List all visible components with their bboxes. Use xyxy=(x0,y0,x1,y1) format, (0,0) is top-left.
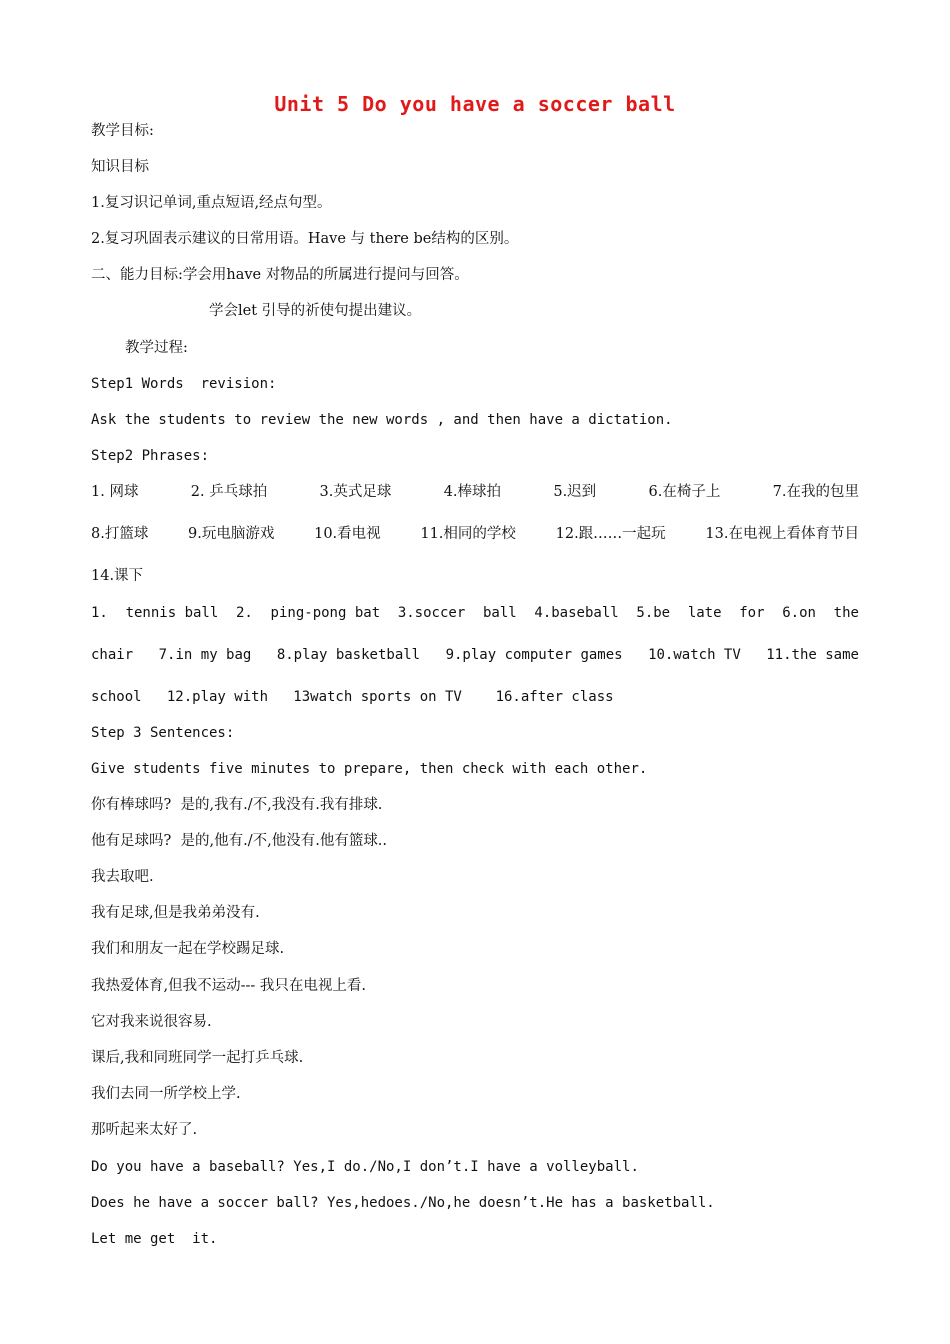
sentence-cn: 课后,我和同班同学一起打乒乓球. xyxy=(91,1050,304,1066)
phrase-cn: 4.棒球拍 xyxy=(443,484,502,500)
step3-text: Give students five minutes to prepare, then check with each other. xyxy=(91,761,648,777)
phrase-en: for xyxy=(739,605,765,621)
phrase-cn: 13.在电视上看体育节目 xyxy=(705,526,859,542)
ability-item-2: 学会let 引导的祈使句提出建议。 xyxy=(209,303,422,319)
sentence-cn: 它对我来说很容易. xyxy=(91,1014,212,1030)
phrase-en: 3.soccer xyxy=(397,605,466,621)
sentence-cn: 我们去同一所学校上学. xyxy=(91,1086,241,1102)
sentence-cn: 我们和朋友一起在学校踢足球. xyxy=(91,941,285,957)
phrase-en: 2. xyxy=(235,605,253,621)
step2-heading: Step2 Phrases: xyxy=(91,448,210,464)
sentence-en: Does he have a soccer ball? Yes,hedoes./No,he doesn’t.He has a basketball. xyxy=(91,1195,715,1211)
phrase-en: 9.play computer games xyxy=(445,647,623,663)
step3-heading: Step 3 Sentences: xyxy=(91,725,235,741)
knowledge-item-1: 1.复习识记单词,重点短语,经点句型。 xyxy=(91,195,332,211)
phrase-cn: 6.在椅子上 xyxy=(648,484,721,500)
sentence-en: Let me get it. xyxy=(91,1231,218,1247)
phrase-en: 7.in my bag xyxy=(158,647,252,663)
phrase-cn: 5.迟到 xyxy=(553,484,597,500)
phrase-en: ping-pong bat xyxy=(270,605,381,621)
phrase-cn: 12.跟……一起玩 xyxy=(555,526,666,542)
sentence-cn: 他有足球吗? 是的,他有./不,他没有.他有篮球.. xyxy=(91,833,388,849)
sentence-cn: 你有棒球吗? 是的,我有./不,我没有.我有排球. xyxy=(91,797,383,813)
knowledge-heading: 知识目标 xyxy=(91,159,149,175)
phrase-cn: 7.在我的包里 xyxy=(772,484,859,500)
objectives-heading: 教学目标: xyxy=(91,123,154,139)
process-heading: 教学过程: xyxy=(125,340,188,356)
phrase-cn: 11.相同的学校 xyxy=(420,526,516,542)
phrase-en: 1. xyxy=(91,605,108,621)
phrase-cn: 2. 乒乓球拍 xyxy=(190,484,268,500)
sentence-cn: 我热爱体育,但我不运动--- 我只在电视上看. xyxy=(91,978,367,994)
phrase-en: 4.baseball xyxy=(534,605,619,621)
phrases-en-row-1 xyxy=(91,603,859,623)
sentence-cn: 我去取吧. xyxy=(91,869,154,885)
ability-item-1: 二、能力目标:学会用have 对物品的所属进行提问与回答。 xyxy=(91,267,469,283)
sentence-en: Do you have a baseball? Yes,I do./No,I don’t.I have a volleyball. xyxy=(91,1159,639,1175)
phrases-cn-row-2 xyxy=(91,524,859,544)
page-title: Unit 5 Do you have a soccer ball xyxy=(274,92,676,116)
phrases-cn-row-1 xyxy=(91,482,859,502)
phrase-cn: 3.英式足球 xyxy=(319,484,392,500)
phrase-en: 8.play basketball xyxy=(276,647,421,663)
phrase-en: 6.on xyxy=(782,605,816,621)
phrase-en: late xyxy=(687,605,722,621)
phrase-cn: 1. 网球 xyxy=(91,484,139,500)
phrases-cn-row-3: 14.课下 xyxy=(91,568,144,584)
phrases-en-row-2 xyxy=(91,645,859,665)
step1-heading: Step1 Words revision: xyxy=(91,376,277,392)
phrases-en-row-3: school 12.play with 13watch sports on TV 16.after class xyxy=(91,689,614,705)
phrase-en: the xyxy=(833,605,859,621)
phrase-en: ball xyxy=(482,605,517,621)
phrase-cn: 8.打篮球 xyxy=(91,526,149,542)
phrase-en: 5.be xyxy=(636,605,671,621)
sentence-cn: 我有足球,但是我弟弟没有. xyxy=(91,905,260,921)
phrase-en: chair xyxy=(91,647,134,663)
phrase-en: tennis ball xyxy=(125,605,219,621)
knowledge-item-2: 2.复习巩固表示建议的日常用语。Have 与 there be结构的区别。 xyxy=(91,231,519,247)
phrase-cn: 9.玩电脑游戏 xyxy=(188,526,275,542)
phrase-cn: 10.看电视 xyxy=(314,526,381,542)
phrase-en: 10.watch TV xyxy=(648,647,741,663)
step1-text: Ask the students to review the new words , and then have a dictation. xyxy=(91,412,673,428)
phrase-en: 11.the same xyxy=(766,647,859,663)
sentence-cn: 那听起来太好了. xyxy=(91,1122,198,1138)
